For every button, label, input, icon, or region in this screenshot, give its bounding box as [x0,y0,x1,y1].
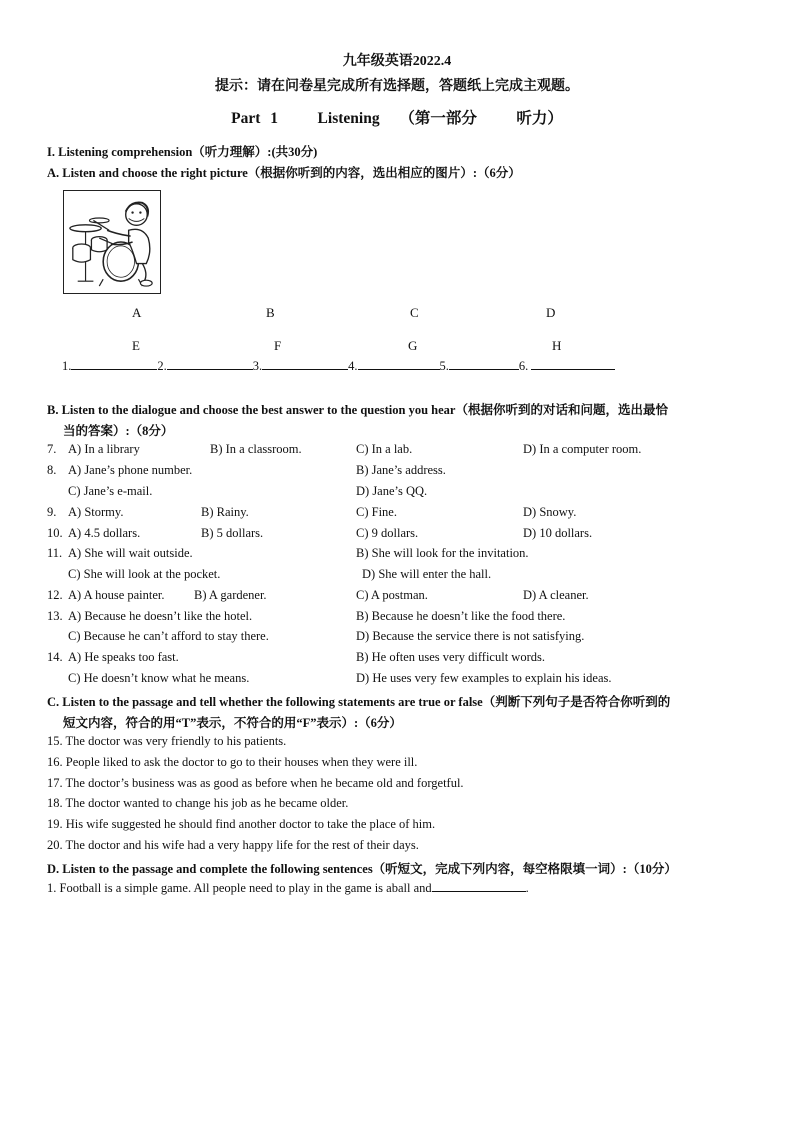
blank-label-5: 5. [439,359,449,373]
picture-label-d: D [546,305,556,320]
section-d-heading: D. Listen to the passage and complete the following sentences（听短文，完成下列内容，每空格限填一词）:（10分） [47,862,677,876]
drummer-picture-icon [64,191,160,293]
option-a: A) Because he doesn’t like the hotel. [68,609,253,623]
option-c: C) Because he can’t afford to stay there. [68,629,269,643]
question-number: 14. [47,650,63,664]
option-b: B) In a classroom. [210,442,302,456]
option-c: C) A postman. [356,588,428,602]
answer-blank-6[interactable] [531,358,615,370]
option-c: C) In a lab. [356,442,413,456]
option-a: A) 4.5 dollars. [68,526,141,540]
sentence-1 [47,880,529,896]
picture-label-c: C [410,305,419,320]
option-d: D) She will enter the hall. [362,567,492,581]
option-d: D) Jane’s QQ. [356,484,428,498]
picture-label-b: B [266,305,275,320]
sentence-1-end: . [525,881,529,895]
section-a-heading: A. Listen and choose the right picture（根据你听到的内容，选出相应的图片）:（6分） [47,166,521,180]
answer-blanks-row [62,358,615,374]
option-c: C) Fine. [356,505,397,519]
statement-16: 16. People liked to ask the doctor to go to their houses when they were ill. [47,755,418,769]
option-b: B) A gardener. [194,588,267,602]
option-a: A) A house painter. [68,588,165,602]
blank-label-2: 2. [157,359,167,373]
option-a: A) He speaks too fast. [68,650,179,664]
question-number: 9. [47,505,57,519]
option-b: B) Because he doesn’t like the food there. [356,609,566,623]
answer-blank-3[interactable] [262,358,348,370]
part-title: Part 1 Listening （第一部分 听力） [231,110,563,127]
question-number: 8. [47,463,57,477]
option-d: D) A cleaner. [523,588,589,602]
option-c: C) She will look at the pocket. [68,567,221,581]
picture-label-a: A [132,305,142,320]
sentence-1-text: 1. Football is a simple game. All people need to play in the game is aball and [47,881,432,895]
blank-label-1: 1. [62,359,72,373]
section-c-heading-cont: 短文内容，符合的用“T”表示，不符合的用“F”表示）:（6分） [63,716,402,730]
answer-blank-2[interactable] [167,358,253,370]
question-number: 11. [47,546,63,560]
answer-blank-5[interactable] [449,358,519,370]
option-b: B) Rainy. [201,505,249,519]
question-number: 12. [47,588,63,602]
option-a: A) In a library [68,442,140,456]
picture-label-e: E [132,338,140,353]
option-b: B) She will look for the invitation. [356,546,529,560]
answer-blank-4[interactable] [358,358,440,370]
statement-18: 18. The doctor wanted to change his job as he became older. [47,796,349,810]
picture-label-f: F [274,338,282,353]
option-d: D) 10 dollars. [523,526,593,540]
section-i-heading: I. Listening comprehension（听力理解）:(共30分) [47,145,318,159]
question-number: 10. [47,526,63,540]
statement-20: 20. The doctor and his wife had a very happy life for the rest of their days. [47,838,419,852]
statement-19: 19. His wife suggested he should find another doctor to take the place of him. [47,817,436,831]
answer-blank-1[interactable] [71,358,157,370]
option-d: D) Snowy. [523,505,577,519]
blank-label-6: 6. [518,359,529,373]
option-d: D) He uses very few examples to explain his ideas. [356,671,612,685]
question-number: 13. [47,609,63,623]
option-c: C) Jane’s e-mail. [68,484,153,498]
option-c: C) He doesn’t know what he means. [68,671,250,685]
blank-label-3: 3. [252,359,263,373]
option-b: B) Jane’s address. [356,463,446,477]
page-title: 九年级英语2022.4 [342,54,452,69]
section-b-heading-cont: 当的答案）:（8分） [63,424,174,438]
option-b: B) 5 dollars. [201,526,264,540]
statement-17: 17. The doctor’s business was as good as before when he became old and forgetful. [47,776,464,790]
picture-label-h: H [552,338,562,353]
section-c-heading: C. Listen to the passage and tell whether the following statements are true or false（判断下列句子是否符合你听到的 [47,695,671,709]
option-d: D) Because the service there is not satisfying. [356,629,585,643]
option-b: B) He often uses very difficult words. [356,650,545,664]
option-d: D) In a computer room. [523,442,642,456]
statement-15: 15. The doctor was very friendly to his patients. [47,734,287,748]
option-a: A) She will wait outside. [68,546,193,560]
section-b-heading: B. Listen to the dialogue and choose the best answer to the question you hear（根据你听到的对话和问题，选出最恰 [47,403,668,417]
exam-tip: 提示：请在问卷星完成所有选择题，答题纸上完成主观题。 [215,79,579,94]
sentence-1-blank[interactable] [432,880,526,892]
picture-label-g: G [408,338,418,353]
option-a: A) Jane’s phone number. [68,463,193,477]
question-number: 7. [47,442,57,456]
option-c: C) 9 dollars. [356,526,419,540]
option-a: A) Stormy. [68,505,124,519]
drummer-picture [63,190,161,294]
blank-label-4: 4. [348,359,358,373]
